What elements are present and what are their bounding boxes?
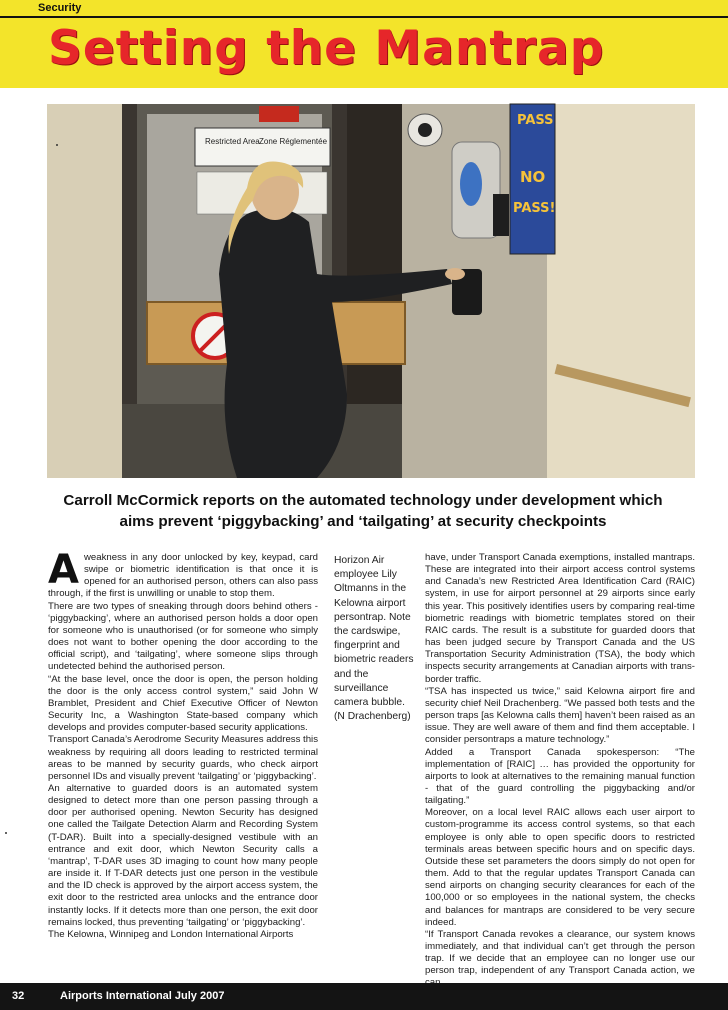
page-number: 32 [12,990,25,1002]
print-fleck [5,832,7,834]
drop-cap: A [48,547,79,593]
article-paragraph: There are two types of sneaking through doors behind others - ‘piggybacking’, where an authorised person holds a door open for someone who is unauthorised (or for someone who simply does not want to bother opening the door according to the official script), and ‘tailgating’, where someone slips through undetected behind the authorised person. [48,600,318,673]
article-paragraph: An alternative to guarded doors is an automated system designed to detect more than one person passing through a door per authorised opening. Newton Security has designed one called the Tailgate Detection Alarm and Recording System (T-DAR). Built into a specially-designed vestibule with an entrance and exit door, which Newton Security calls a ‘mantrap’, T-DAR uses 3D imaging to count how many people are inside it. If T-DAR detects just one person in the vestibule and the ID check is approved by the airport access system, the exit door to the restricted area unlocks and the entrance door instantly locks. If it detects more than one person, the exit door remains locked, thus preventing ‘tailgating’ or ‘piggybacking’. [48,782,318,928]
sign-restricted-fr: Zone Réglementée [259,137,328,146]
article-title: Setting the Mantrap [48,21,605,76]
article-paragraph: Added a Transport Canada spokesperson: “The implementation of [RAIC] … has provided the opportunity for airports to look at alternatives to the remaining manual function - that of the guard controlling the piggybacking and/or tailgating.” [425,746,695,807]
article-paragraph: “At the base level, once the door is open, the person holding the door is the only access control system,” said John W Bramblet, President and Chief Executive Officer of Newton Security Inc, a Washington State-based company which develops and provides computer-based security applications. [48,673,318,734]
print-fleck [56,144,58,146]
page-footer [0,983,728,1010]
article-paragraph: Transport Canada’s Aerodrome Security Measures address this weakness by requiring all doors leading to restricted terminal areas to be manned by security guards, who check airport personnel IDs and visually prevent ‘tailgating’ or ‘piggybacking’. [48,734,318,782]
article-column-right [425,552,695,977]
article-paragraph: “TSA has inspected us twice,” said Kelowna airport fire and security chief Neil Drachenberg. “We passed both tests and the person traps [as Kelowna calls them] haven’t been raised as an issue. They are well aware of them and find them acceptable. I consider persontraps a mature technology.” [425,685,695,746]
article-paragraph: have, under Transport Canada exemptions, installed mantraps. These are integrated into their airport access control systems and Canada’s new Restricted Area Identification Card (RAIC) system, in use for airport personnel at 29 airports since early this year. This positively identifies users by comparing real-time biometric readings with biometric templates stored on their RAIC cards. The result is a substitute for guarded doors that has been judged secure by Transport Canada and the US Transportation Security Administration (TSA), the body which inspects security arrangements at Canadian airports with trans-border traffic. [425,552,695,685]
poster-no: NO [520,168,546,186]
article-paragraph: The Kelowna, Winnipeg and London International Airports [48,928,294,940]
publication-line: Airports International July 2007 [60,990,225,1002]
photo-caption [334,554,418,724]
photo-illustration [47,104,695,478]
article-paragraph: “If Transport Canada revokes a clearance, our system knows immediately, and that individual can’t get through the person trap. If we decide that an employee can no longer use our person trap, independent of any Transport Canada action, we [425,928,695,977]
poster-pass-bang: PASS! [513,201,556,216]
article-paragraph: Aweakness in any door unlocked by key, keypad, card swipe or biometric identification is that once it is opened for an authorised person, others can also pass through, if the first is unwilling or unable to stop them. [48,547,318,600]
caption-text: Horizon Air employee Lily Oltmanns in the Kelowna airport persontrap. Note the cardswipe, fingerprint and biometric readers and the surveillance camera bubble. (N Drachenberg) [334,555,414,723]
article-paragraph: Moreover, on a local level RAIC allows each user airport to custom-programme its access control systems, so that each employee is only able to open specific doors to restricted terminals areas between specific hours and on specific days. Outside these set parameters the doors simply do not open for them. Add to that the regular updates Transport Canada can send airports on changing security clearances for each of the 100,000 or so employees in the national system, the checks and balances for mantraps are considered to be very secure indeed. [425,807,695,928]
sign-restricted-en: Restricted Area [205,137,260,146]
article-photo [47,104,695,478]
section-label: Security [38,2,82,14]
poster-pass: PASS [517,113,554,128]
standfirst: Carroll McCormick reports on the automated technology under development which aims prevent ‘piggybacking’ and ‘tailgating’ at security checkpoints [63,492,663,530]
article-column-left [48,547,318,962]
restricted-area-sign [195,128,330,166]
